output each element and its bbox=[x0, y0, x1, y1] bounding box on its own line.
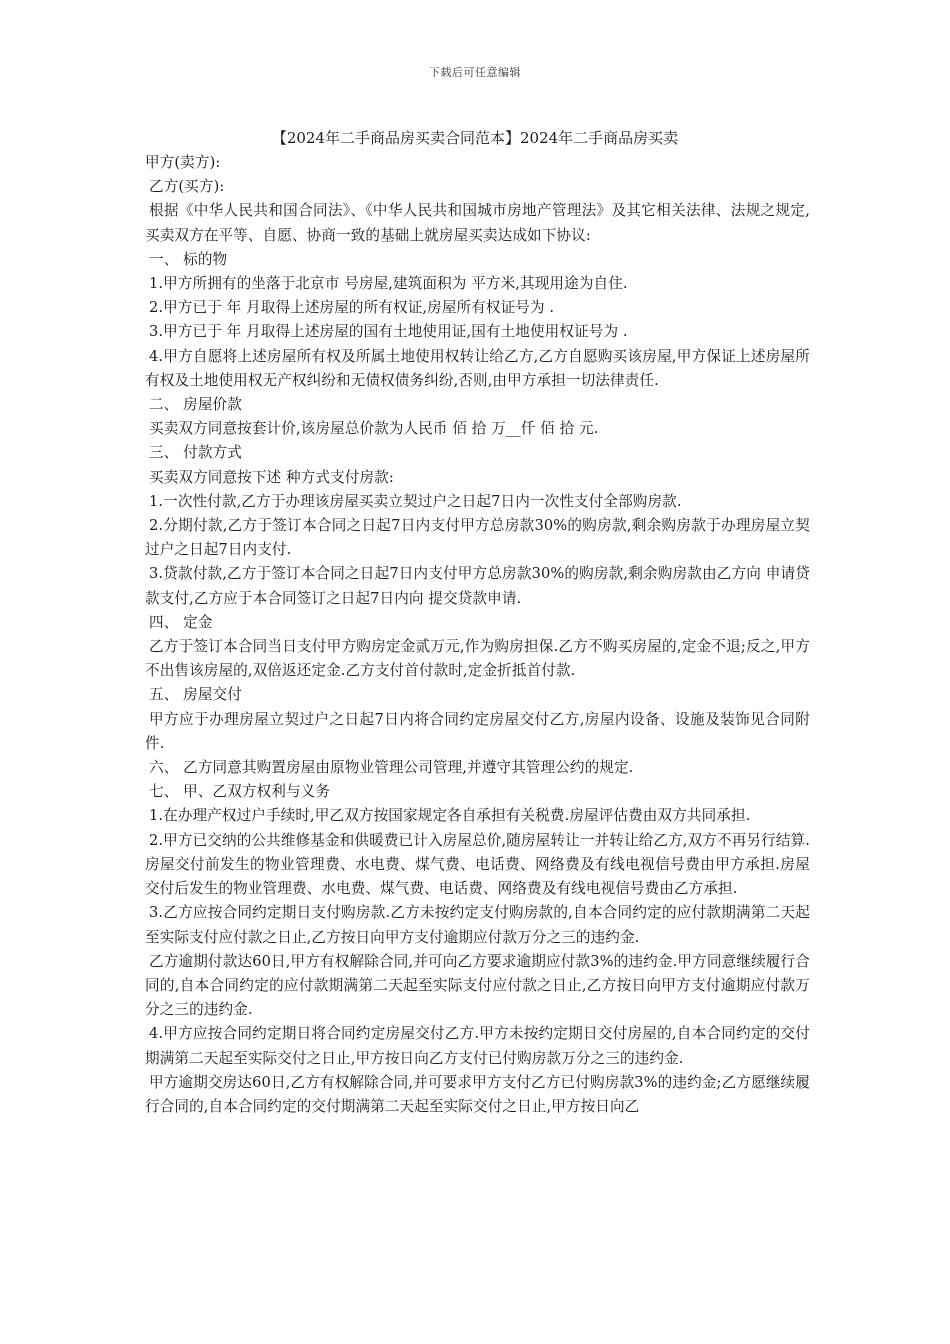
clause-paragraph: 乙方逾期付款达60日,甲方有权解除合同,并可向乙方要求逾期应付款3%的违约金.甲方同意继续履行合同的,自本合同约定的应付款期满第二天起至实际支付应付款之日止,乙方按日向甲方支付逾期应付款万分之三的违约金. bbox=[145, 952, 810, 1019]
clause-paragraph: 甲方应于办理房屋立契过户之日起7日内将合同约定房屋交付乙方,房屋内设备、设施及装饰见合同附件. bbox=[145, 710, 810, 752]
document-title: 【2024年二手商品房买卖合同范本】2024年二手商品房买卖 bbox=[271, 129, 679, 147]
party-a-line: 甲方(卖方): bbox=[145, 154, 221, 171]
section-heading: 三、 付款方式 bbox=[149, 444, 242, 462]
clause-paragraph: 乙方于签订本合同当日支付甲方购房定金贰万元,作为购房担保.乙方不购买房屋的,定金不退;反之,甲方不出售该房屋的,双倍返还定金.乙方支付首付款时,定金折抵首付款. bbox=[145, 638, 810, 680]
clause-paragraph: 2.甲方已交纳的公共维修基金和供暖费已计入房屋总价,随房屋转让一并转让给乙方,双方不再另行结算.房屋交付前发生的物业管理费、水电费、煤气费、电话费、网络费及有线电视信号费由甲方承担.房屋交付后发生的物业管理费、水电费、煤气费、电话费、网络费及有线电视信号费由乙方承担. bbox=[145, 831, 810, 898]
clause-paragraph: 买卖双方同意按套计价,该房屋总价款为人民币 佰 拾 万__仟 佰 拾 元. bbox=[149, 420, 599, 438]
section-heading: 五、 房屋交付 bbox=[149, 686, 242, 704]
section-heading: 二、 房屋价款 bbox=[149, 396, 242, 414]
section-heading: 七、 甲、乙双方权利与义务 bbox=[149, 783, 331, 801]
clause-paragraph: 甲方逾期交房达60日,乙方有权解除合同,并可要求甲方支付乙方已付购房款3%的违约金;乙方愿继续履行合同的,自本合同约定的交付期满第二天起至实际交付之日止,甲方按日向乙 bbox=[145, 1073, 810, 1115]
preamble-paragraph: 根据《中华人民共和国合同法》、《中华人民共和国城市房地产管理法》及其它相关法律、法规之规定,买卖双方在平等、自愿、协商一致的基础上就房屋买卖达成如下协议: bbox=[145, 202, 810, 244]
clause-paragraph: 1.在办理产权过户手续时,甲乙双方按国家规定各自承担有关税费.房屋评估费由双方共同承担. bbox=[149, 807, 751, 825]
clause-paragraph: 1.一次性付款,乙方于办理该房屋买卖立契过户之日起7日内一次性支付全部购房款. bbox=[149, 492, 682, 510]
section-heading: 四、 定金 bbox=[149, 613, 213, 631]
clause-paragraph: 3.甲方已于 年 月取得上述房屋的国有土地使用证,国有土地使用权证号为 . bbox=[149, 323, 628, 341]
clause-paragraph: 1.甲方所拥有的坐落于北京市 号房屋,建筑面积为 平方米,其现用途为自住. bbox=[149, 275, 628, 293]
clause-paragraph: 2.甲方已于 年 月取得上述房屋的所有权证,房屋所有权证号为 . bbox=[149, 299, 555, 317]
document-body bbox=[145, 151, 810, 1119]
clause-paragraph: 2.分期付款,乙方于签订本合同之日起7日内支付甲方总房款30%的购房款,剩余购房款于办理房屋立契过户之日起7日内支付. bbox=[145, 517, 810, 559]
party-b-line: 乙方(买方): bbox=[149, 178, 225, 196]
clause-paragraph: 3.乙方应按合同约定期日支付购房款.乙方未按约定支付购房款的,自本合同约定的应付款期满第二天起至实际支付应付款之日止,乙方按日向甲方支付逾期应付款万分之三的违约金. bbox=[145, 904, 810, 946]
clause-paragraph: 4.甲方应按合同约定期日将合同约定房屋交付乙方.甲方未按约定期日交付房屋的,自本合同约定的交付期满第二天起至实际交付之日止,甲方按日向乙方支付已付购房款万分之三的违约金. bbox=[145, 1025, 810, 1067]
clause-paragraph: 3.贷款付款,乙方于签订本合同之日起7日内支付甲方总房款30%的购房款,剩余购房款由乙方向 申请贷款支付,乙方应于本合同签订之日起7日内向 提交贷款申请. bbox=[145, 565, 810, 607]
section-heading: 六、 乙方同意其购置房屋由原物业管理公司管理,并遵守其管理公约的规定. bbox=[149, 759, 634, 777]
clause-paragraph: 4.甲方自愿将上述房屋所有权及所属土地使用权转让给乙方,乙方自愿购买该房屋,甲方保证上述房屋所有权及土地使用权无产权纠纷和无债权债务纠纷,否则,由甲方承担一切法律责任. bbox=[145, 347, 810, 389]
section-heading: 一、 标的物 bbox=[149, 250, 228, 268]
clause-paragraph: 买卖双方同意按下述 种方式支付房款: bbox=[149, 468, 394, 486]
header-note: 下载后可任意编辑 bbox=[429, 66, 521, 79]
